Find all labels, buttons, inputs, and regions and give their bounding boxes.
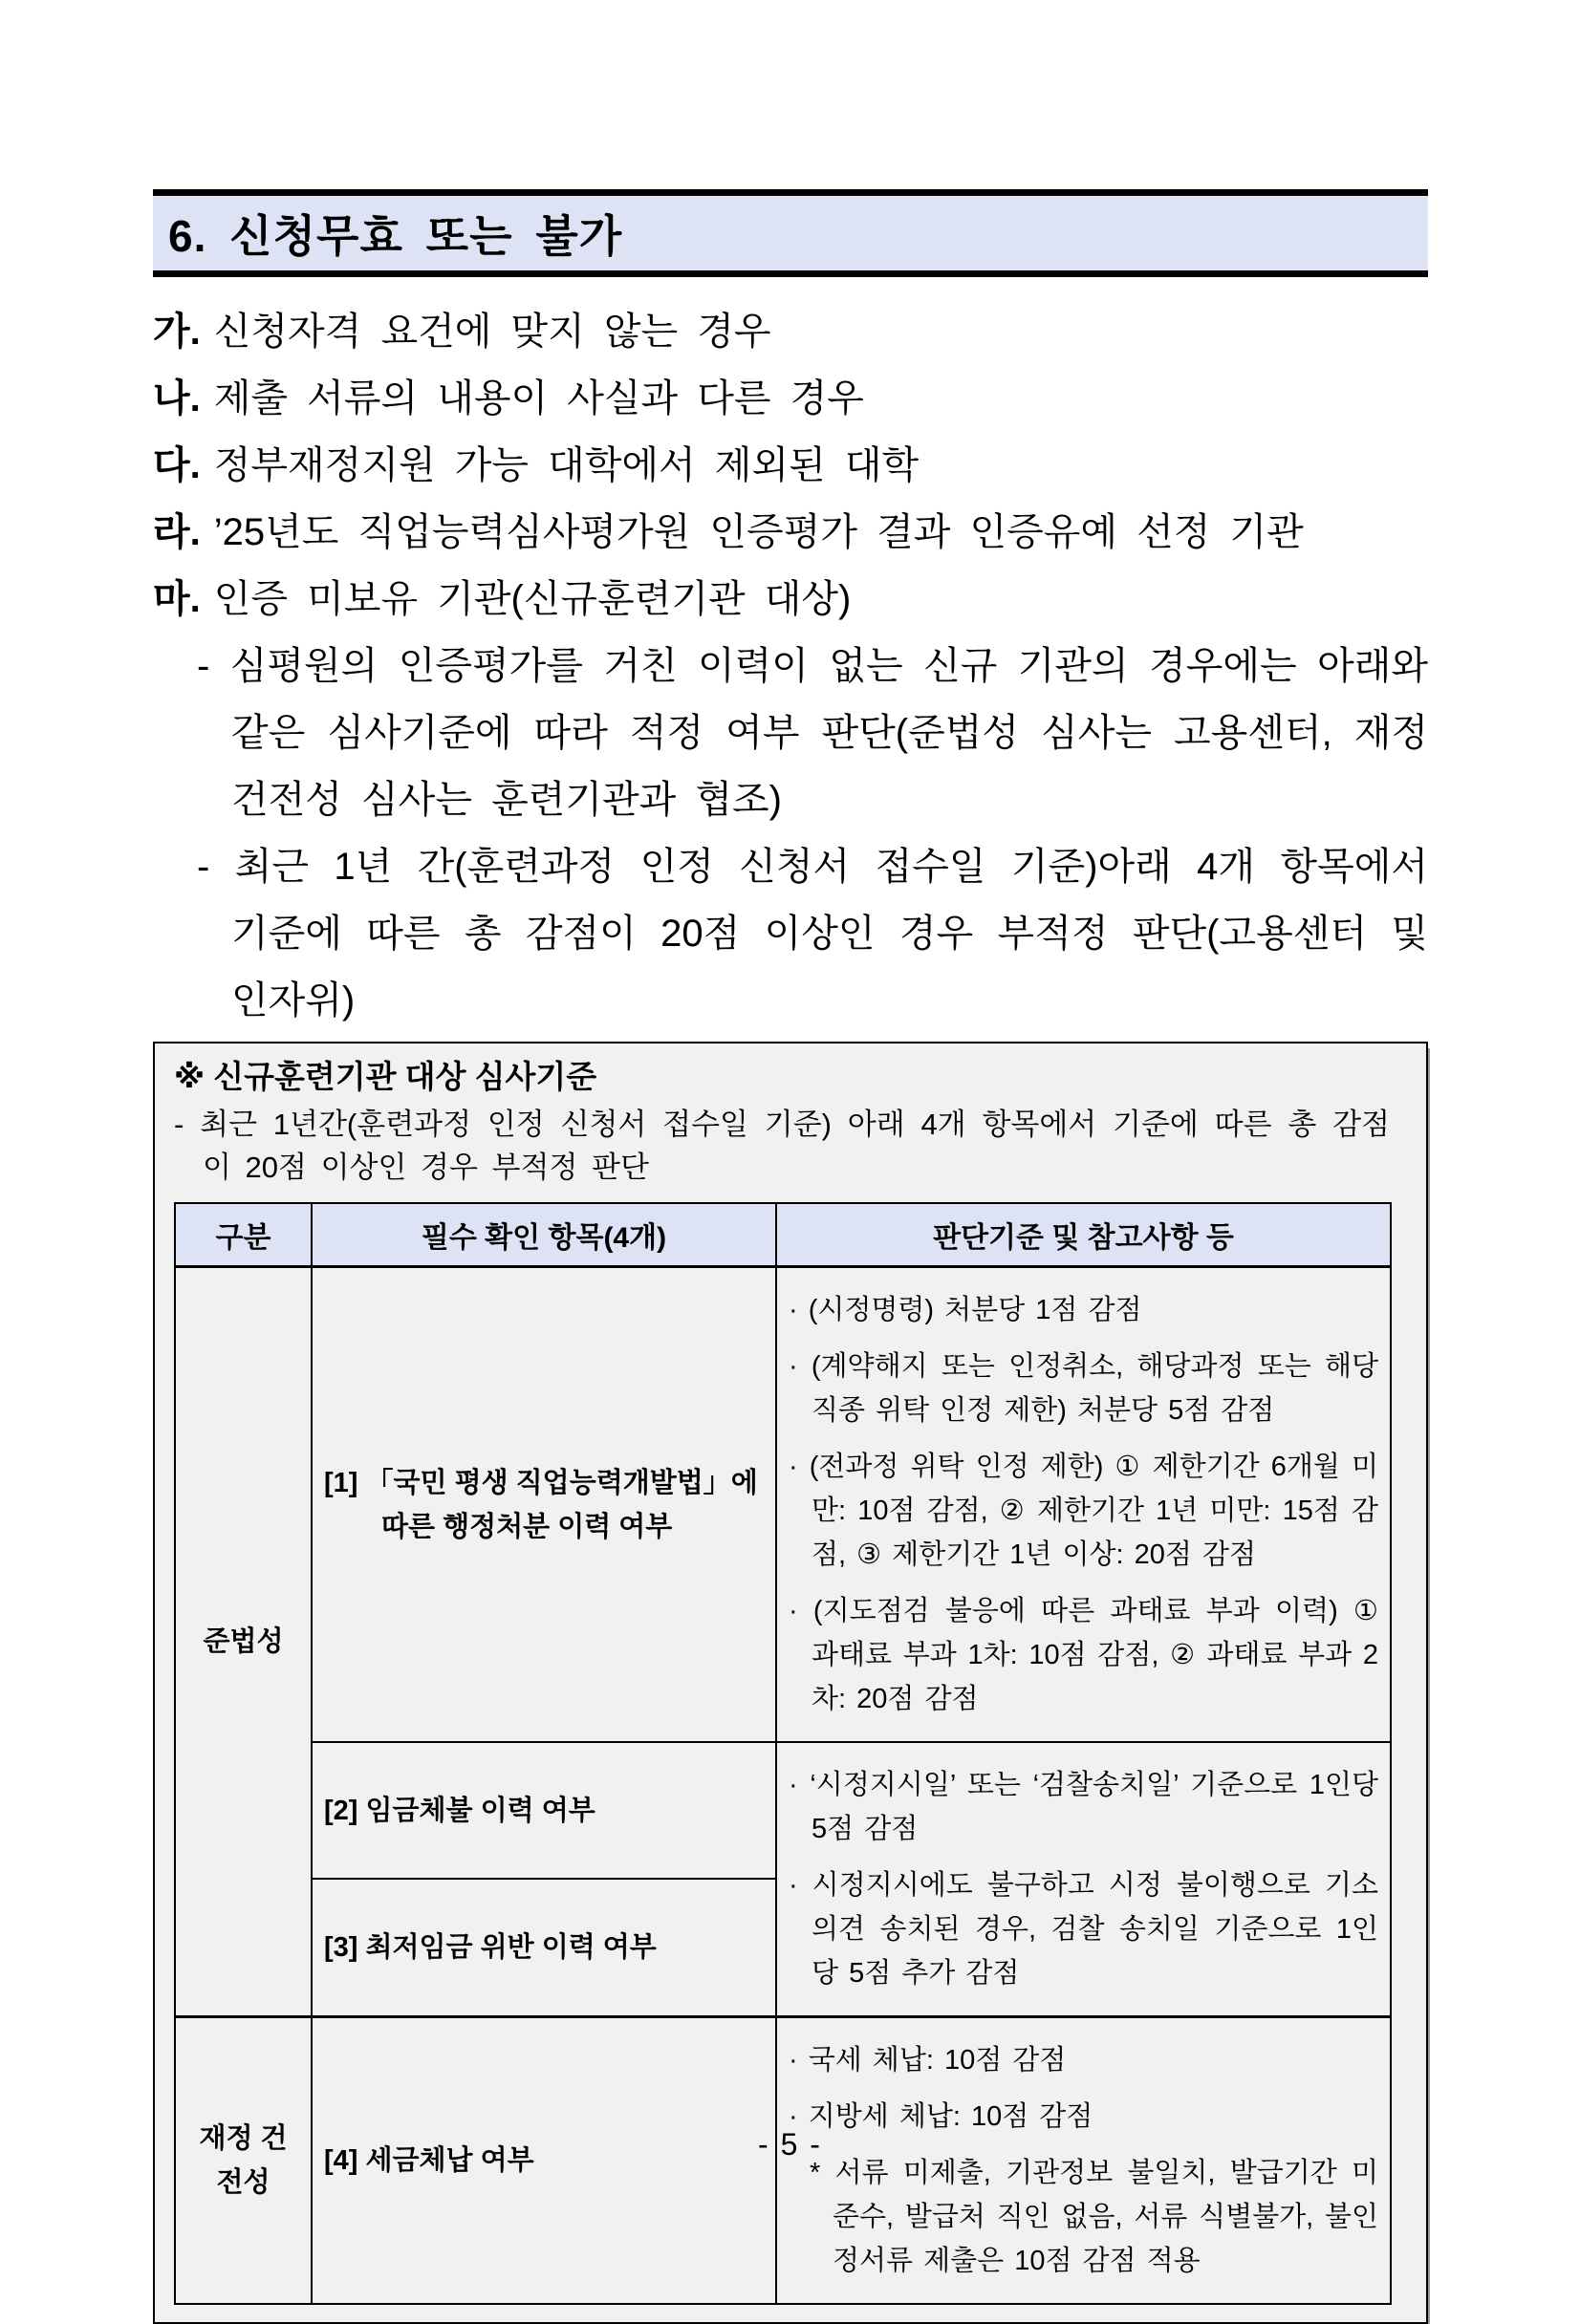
sub-list-item: - 심평원의 인증평가를 거친 이력이 없는 신규 기관의 경우에는 아래와 같은 심사기준에 따라 적정 여부 판단(준법성 심사는 고용센터, 재정건전성 심사는 훈련기관과 협조) — [197, 645, 1428, 821]
criteria-box-note: - 최근 1년간(훈련과정 인정 신청서 접수일 기준) 아래 4개 항목에서 기준에 따른 총 감점이 20점 이상인 경우 부적정 판단 — [174, 1108, 1390, 1184]
bullet-line: · 지방세 체납: 10점 감점 — [789, 2101, 1093, 2132]
header-cell-standards: 판단기준 및 참고사항 등 — [776, 1203, 1391, 1267]
list-item — [153, 365, 1428, 432]
item-label: 가. — [153, 311, 201, 353]
list-item — [153, 432, 1428, 499]
table-header-row — [175, 1203, 1391, 1267]
item-2-text: [2] 임금체불 이력 여부 — [324, 1795, 595, 1826]
bullet-line: · (전과정 위탁 인정 제한) ① 제한기간 6개월 미만: 10점 감점, ② 제한기간 1년 미만: 15점 감점, ③ 제한기간 1년 이상: 20점 감점 — [789, 1452, 1378, 1570]
invalid-application-list — [153, 298, 1428, 1034]
list-item — [153, 499, 1428, 566]
item-text: 제출 서류의 내용이 사실과 다른 경우 — [213, 377, 864, 420]
cell-criteria-1 — [776, 1267, 1391, 1743]
item-3-text: [3] 최저임금 위반 이력 여부 — [324, 1932, 657, 1964]
item-1-text: [1] 「국민 평생 직업능력개발법」에 따른 행정처분 이력 여부 — [324, 1467, 758, 1542]
bullet-line: · (계약해지 또는 인정취소, 해당과정 또는 해당 직종 위탁 인정 제한) 처분당 5점 감점 — [789, 1351, 1378, 1426]
header-cell-category: 구분 — [175, 1203, 312, 1267]
item-text: 인증 미보유 기관(신규훈련기관 대상) — [213, 578, 852, 620]
list-item — [153, 566, 1428, 633]
page-number: - 5 - — [758, 2127, 822, 2162]
section-header — [153, 189, 1428, 277]
bullet-line: · ‘시정지시일’ 또는 ‘검찰송치일’ 기준으로 1인당 5점 감점 — [789, 1770, 1378, 1844]
section-title: 6. 신청무효 또는 불가 — [168, 211, 623, 261]
item-text: 신청자격 요건에 맞지 않는 경우 — [213, 311, 771, 353]
item-label: 라. — [153, 511, 201, 553]
item-label: 마. — [153, 578, 201, 620]
table-row — [175, 1267, 1391, 1743]
item-label: 다. — [153, 444, 201, 486]
cell-criteria-2-3 — [776, 1742, 1391, 2017]
sub-list-item: - 최근 1년 간(훈련과정 인정 신청서 접수일 기준)아래 4개 항목에서 기준에 따른 총 감점이 20점 이상인 경우 부적정 판단(고용센터 및 인자위) — [197, 846, 1428, 1022]
cell-item-1 — [312, 1267, 776, 1743]
bullet-line: · 국세 체납: 10점 감점 — [789, 2045, 1067, 2076]
item-label: 나. — [153, 377, 201, 420]
document-page — [153, 189, 1428, 2324]
bullet-line: · 시정지시에도 불구하고 시정 불이행으로 기소의견 송치된 경우, 검찰 송치일 기준으로 1인당 5점 추가 감점 — [789, 1870, 1378, 1989]
item-text: 정부재정지원 가능 대학에서 제외된 대학 — [213, 444, 920, 486]
bullet-line: · (시정명령) 처분당 1점 감점 — [789, 1295, 1142, 1325]
criteria-box-title: ※ 신규훈련기관 대상 심사기준 — [174, 1059, 597, 1094]
list-item — [153, 298, 1428, 365]
table-row — [175, 1742, 1391, 1879]
bullet-line: · (지도점검 불응에 따른 과태료 부과 이력) ① 과태료 부과 1차: 10점 감점, ② 과태료 부과 2차: 20점 감점 — [789, 1596, 1378, 1714]
item-text: ’25년도 직업능력심사평가원 인증평가 결과 인증유예 선정 기관 — [213, 511, 1304, 553]
cell-item-2 — [312, 1742, 776, 1879]
item-4-text: [4] 세금체납 여부 — [324, 2145, 534, 2176]
cell-item-3 — [312, 1879, 776, 2016]
header-cell-check-items: 필수 확인 항목(4개) — [312, 1203, 776, 1267]
sub-list — [197, 633, 1428, 1034]
cell-group-financial: 재정 건전성 — [175, 2017, 312, 2305]
bullet-line: * 서류 미제출, 기관정보 불일치, 발급기간 미준수, 발급처 직인 없음, 서류 식별불가, 불인정서류 제출은 10점 감점 적용 — [810, 2158, 1378, 2276]
cell-group-compliance: 준법성 — [175, 1267, 312, 2017]
